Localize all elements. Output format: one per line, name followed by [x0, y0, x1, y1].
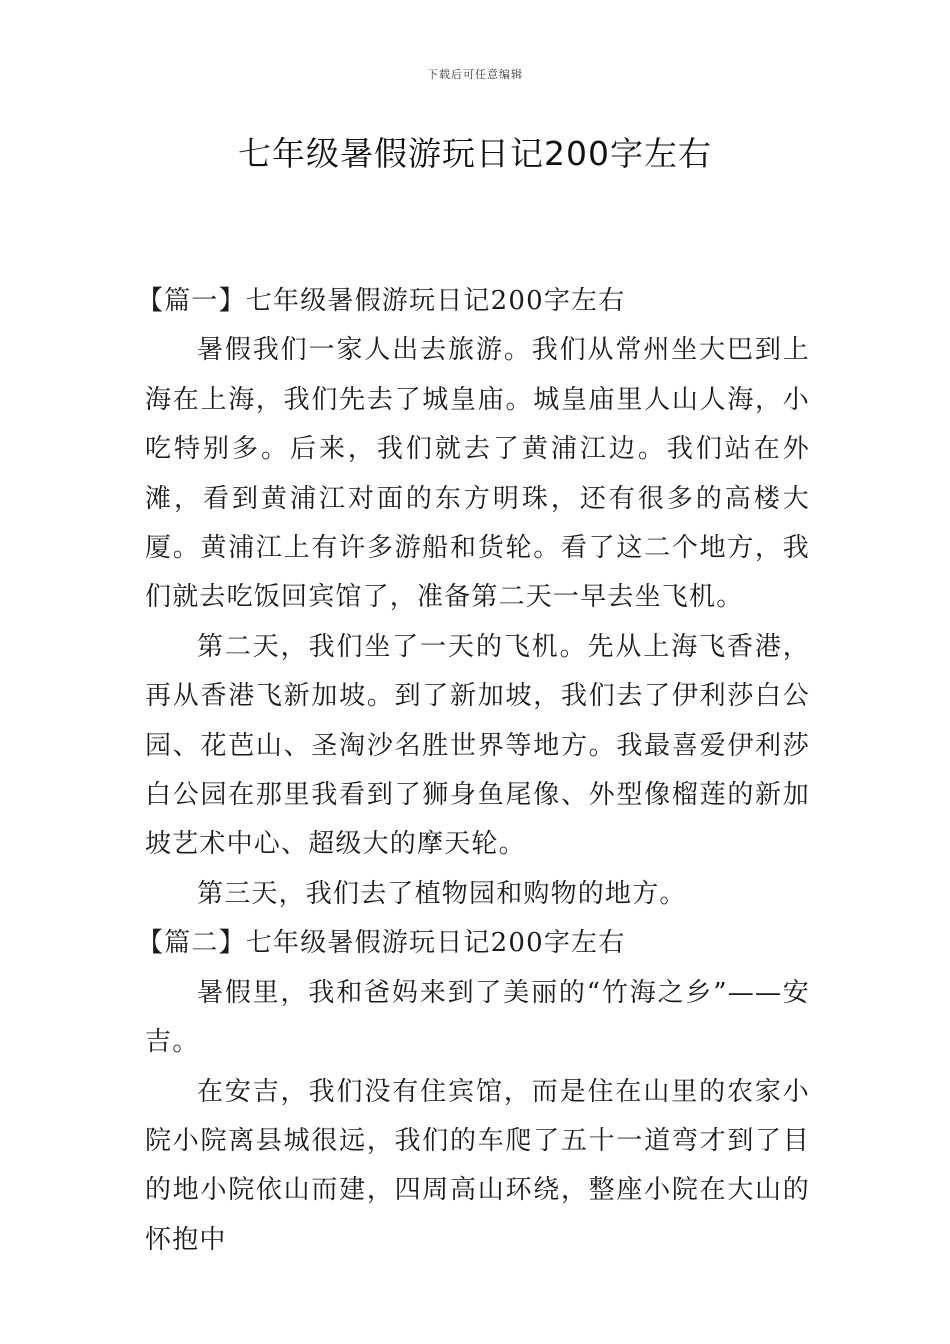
section-heading-2: 【篇二】七年级暑假游玩日记200字左右: [137, 928, 626, 959]
paragraph: 第二天，我们坐了一天的飞机。先从上海飞香港，再从香港飞新加坡。到了新加坡，我们去了伊利莎白公园、花芭山、圣淘沙名胜世界等地方。我最喜爱伊利莎白公园在那里我看到了狮身鱼尾像、外型像榴莲的新加坡艺术中心、超级大的摩天轮。: [145, 631, 810, 860]
document-title: 七年级暑假游玩日记200字左右: [238, 134, 712, 173]
header-note: 下载后可任意编辑: [427, 68, 523, 81]
paragraph: 第三天，我们去了植物园和购物的地方。: [197, 878, 687, 909]
section-heading-1: 【篇一】七年级暑假游玩日记200字左右: [137, 286, 626, 316]
paragraph: 暑假我们一家人出去旅游。我们从常州坐大巴到上海在上海，我们先去了城皇庙。城皇庙里人山人海，小吃特别多。后来，我们就去了黄浦江边。我们站在外滩，看到黄浦江对面的东方明珠，还有很多的高楼大厦。黄浦江上有许多游船和货轮。看了这二个地方，我们就去吃饭回宾馆了，准备第二天一早去坐飞机。: [145, 335, 810, 613]
document-body: [137, 277, 810, 1265]
paragraph: 暑假里，我和爸妈来到了美丽的“竹海之乡”——安吉。: [145, 977, 810, 1058]
paragraph: 在安吉，我们没有住宾馆，而是住在山里的农家小院小院离县城很远，我们的车爬了五十一道弯才到了目的地小院依山而建，四周高山环绕，整座小院在大山的怀抱中: [145, 1076, 810, 1255]
